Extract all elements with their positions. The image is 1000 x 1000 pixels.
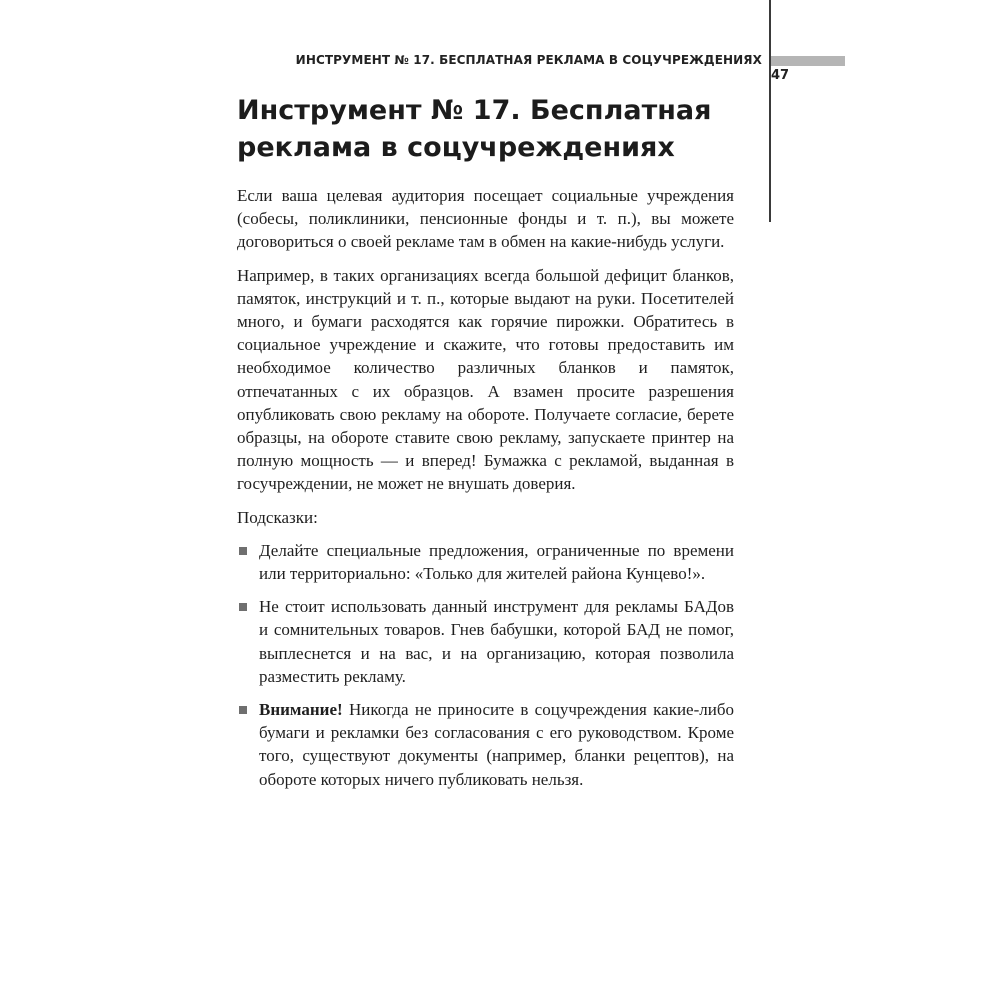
hint-text: Не стоит использовать данный инструмент для рекламы БАДов и сомнительных товаров. Гнев бабушки, которой БАД не помог, выплеснется и на вас, и на организацию, которая позволила разместить рекламу. [259, 597, 734, 686]
list-item [237, 539, 734, 585]
list-item [237, 595, 734, 688]
running-header: ИНСТРУМЕНТ № 17. БЕСПЛАТНАЯ РЕКЛАМА В СОЦУЧРЕЖДЕНИЯХ [295, 53, 762, 67]
square-bullet-icon [239, 706, 247, 714]
hints-list [237, 539, 734, 791]
paragraph-example: Например, в таких организациях всегда большой дефицит бланков, памяток, инструкций и т. п., которые выдают на руки. Посетителей много, и бумаги расходятся как горячие пирожки. Обратитесь в социальное учреждение и скажите, что готовы предоставить им необходимое количество различных бланков и памяток, отпечатанных с их образцов. А взамен просите разрешения опубликовать свою рекламу на обороте. Получаете согласие, берете образцы, на обороте ставите свою рекламу, запускаете принтер на полную мощность — и вперед! Бумажка с рекламой, выданная в госучреждении, не может не внушать доверия. [237, 265, 734, 494]
warning-lead: Внимание! [259, 700, 343, 720]
chapter-title-line-1: Инструмент № 17. Бесплатная [237, 95, 712, 126]
hint-text: Никогда не приносите в соцучреждения какие-либо бумаги и рекламки без согласования с его руководством. Кроме того, существуют документы (например, бланки рецептов), на обороте которых ничего публиковать нельзя. [259, 700, 734, 789]
chapter-title-line-2: реклама в соцучреждениях [237, 132, 675, 163]
list-item [237, 698, 734, 791]
square-bullet-icon [239, 603, 247, 611]
hints-label: Подсказки: [237, 507, 318, 527]
margin-rule [769, 0, 771, 222]
paragraph-intro: Если ваша целевая аудитория посещает социальные учреждения (собесы, поликлиники, пенсионные фонды и т. п.), вы можете договориться о своей рекламе там в обмен на какие-нибудь услуги. [237, 186, 734, 252]
hint-text: Делайте специальные предложения, ограниченные по времени или территориально: «Только для жителей района Кунцево!». [259, 540, 734, 584]
page-tab-bar [771, 56, 845, 66]
square-bullet-icon [239, 547, 247, 555]
page-number: 47 [771, 68, 790, 83]
chapter-title [237, 92, 757, 166]
body-text [237, 184, 734, 801]
